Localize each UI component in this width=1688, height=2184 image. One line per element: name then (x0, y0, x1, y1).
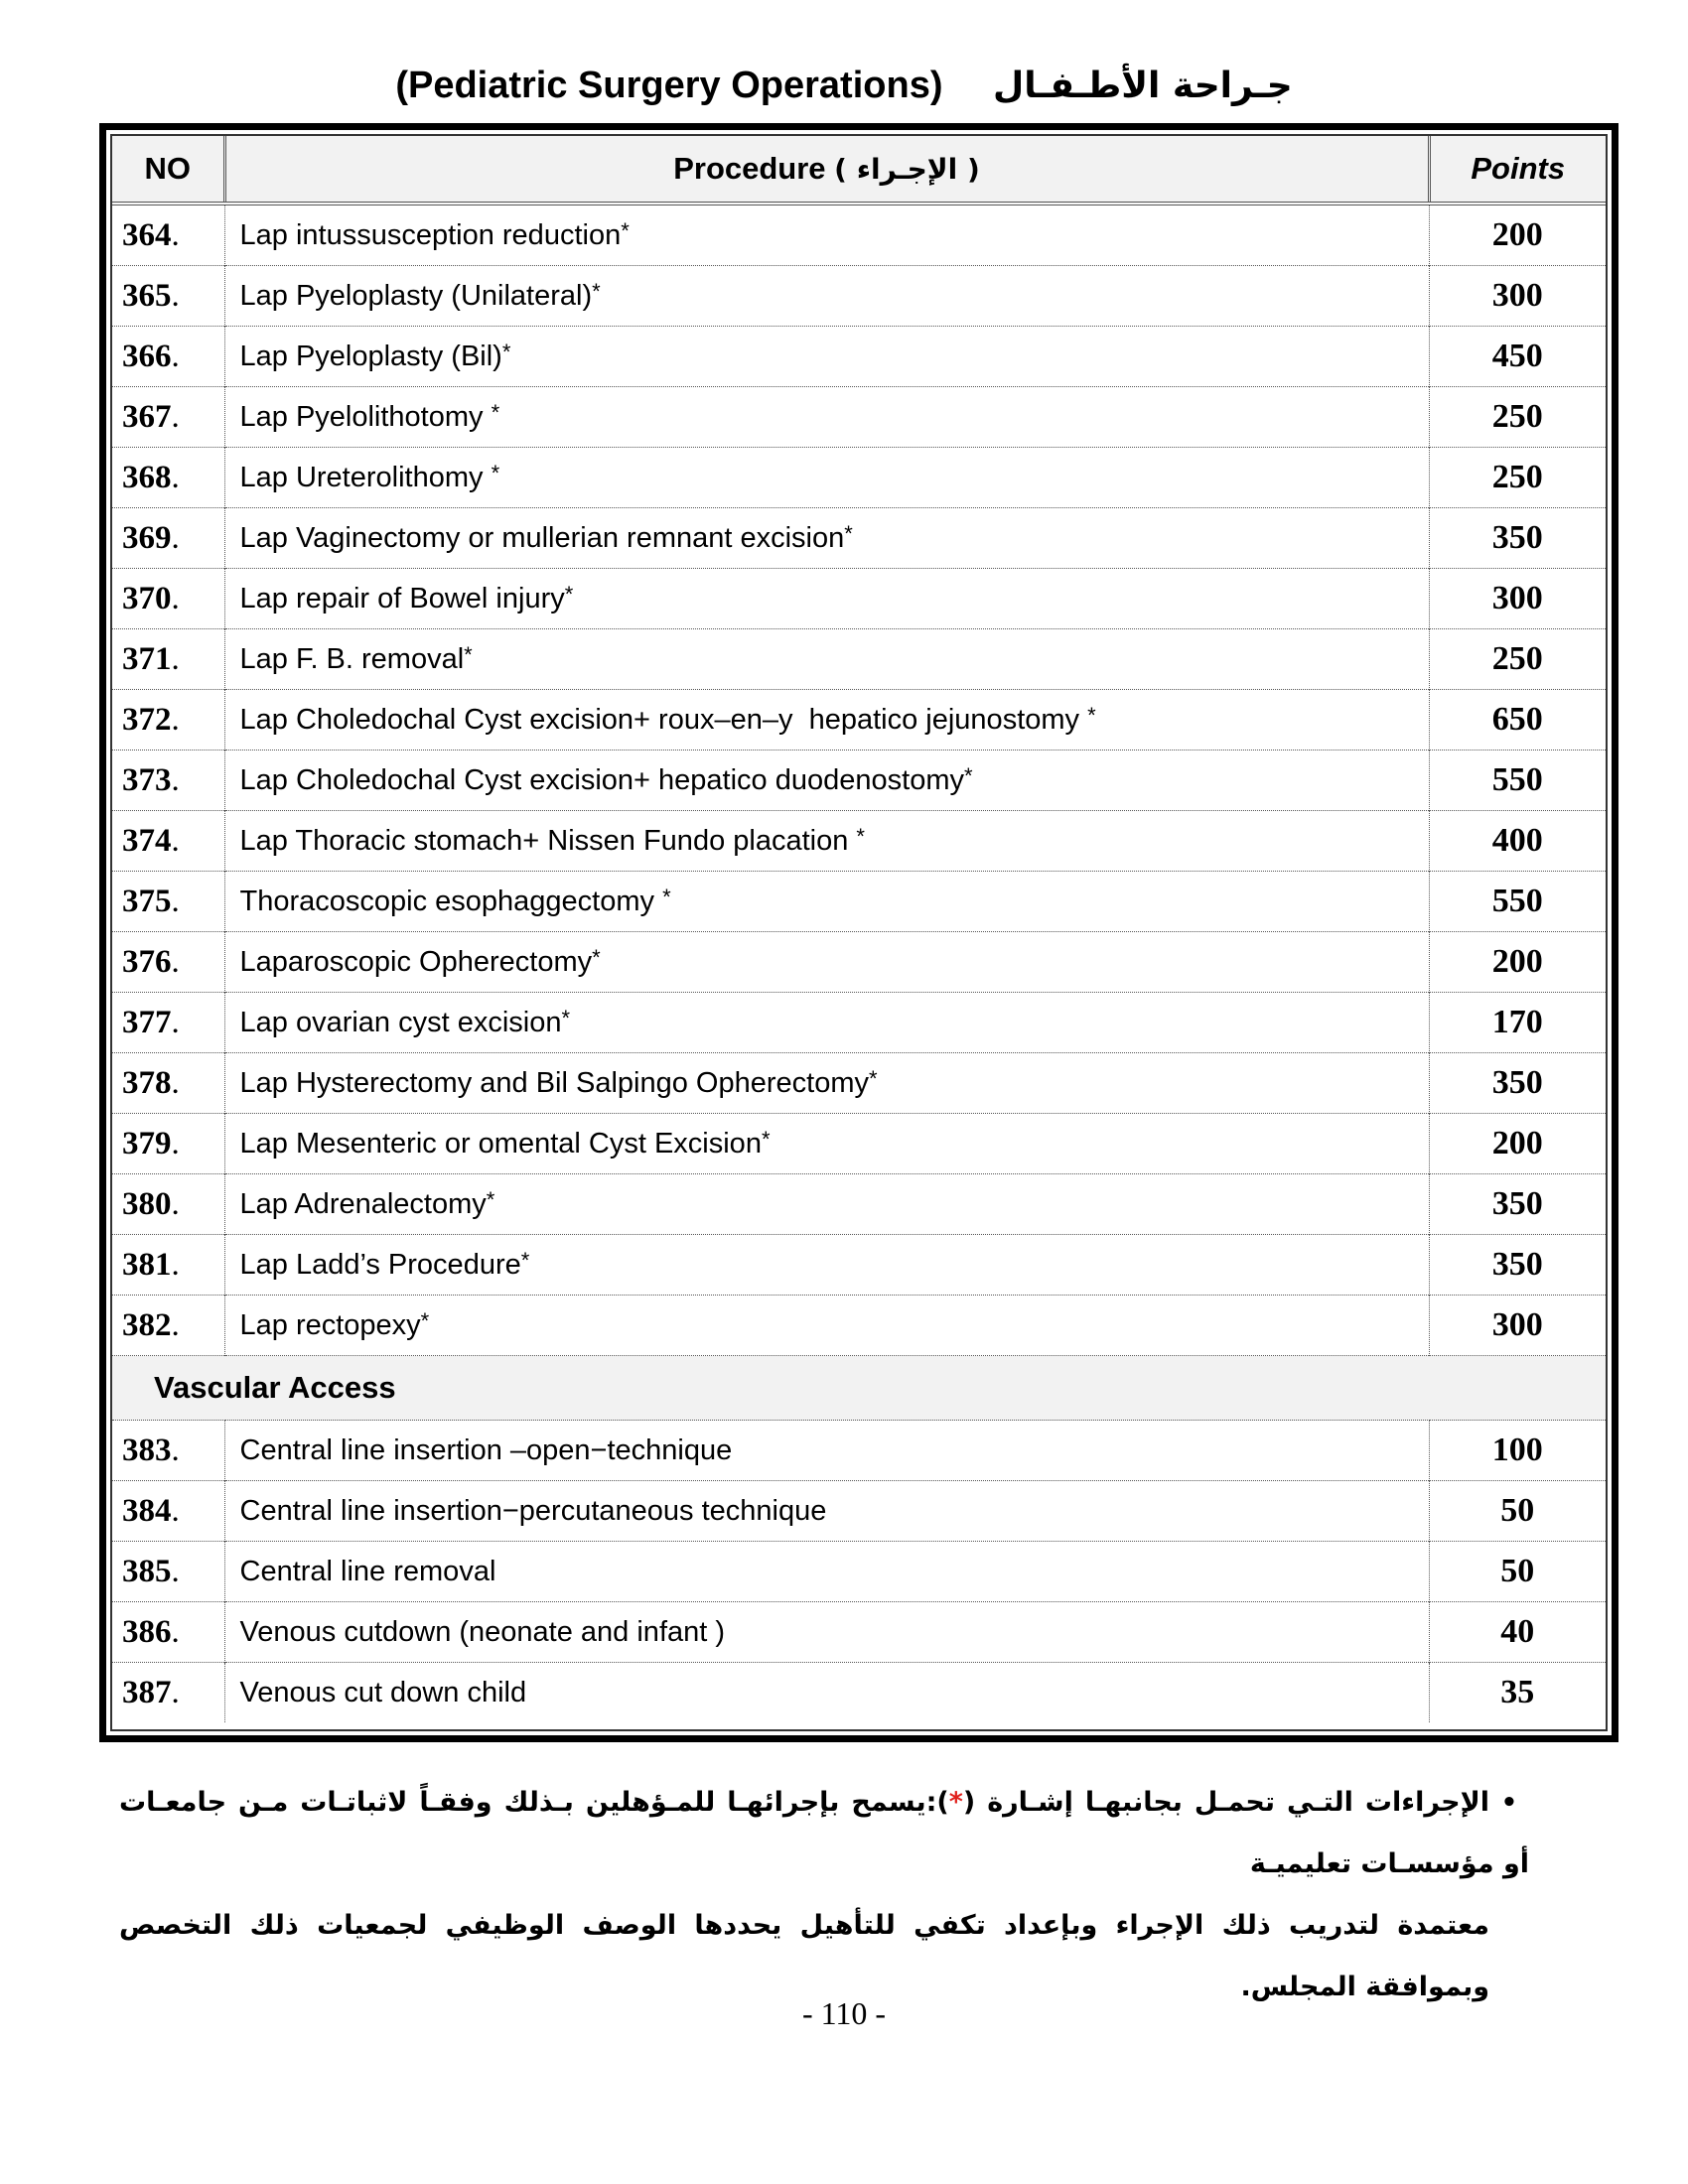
procedure-name: Lap Choledochal Cyst excision+ roux–en–y hepatico jejunostomy * (224, 690, 1429, 751)
page-title (0, 60, 1688, 111)
points-value: 300 (1429, 266, 1606, 327)
table-row (112, 1174, 1606, 1235)
row-number: 383. (112, 1421, 224, 1481)
row-number: 373. (112, 751, 224, 811)
points-value: 170 (1429, 993, 1606, 1053)
row-number: 368. (112, 448, 224, 508)
procedure-name: Lap Thoracic stomach+ Nissen Fundo placation * (224, 811, 1429, 872)
procedure-name: Lap Ladd’s Procedure* (224, 1235, 1429, 1296)
section-row-vascular-access (112, 1356, 1606, 1421)
procedure-name: Lap Adrenalectomy* (224, 1174, 1429, 1235)
table-row (112, 629, 1606, 690)
procedure-name: Lap Pyelolithotomy * (224, 387, 1429, 448)
asterisk-icon: * (491, 461, 500, 485)
procedure-name: Lap Vaginectomy or mullerian remnant excision* (224, 508, 1429, 569)
procedure-name: Thoracoscopic esophaggectomy * (224, 872, 1429, 932)
row-number: 375. (112, 872, 224, 932)
row-number: 379. (112, 1114, 224, 1174)
column-header-procedure-ar: ( الإجـراء ) (834, 153, 980, 186)
asterisk-icon: * (844, 521, 853, 546)
asterisk-icon: * (561, 1006, 571, 1030)
row-number: 367. (112, 387, 224, 448)
table-row (112, 1481, 1606, 1542)
row-number: 370. (112, 569, 224, 629)
procedure-name: Laparoscopic Opherectomy* (224, 932, 1429, 993)
column-header-no: NO (112, 136, 224, 204)
asterisk-icon: * (868, 1066, 878, 1091)
points-value: 350 (1429, 508, 1606, 569)
table-row (112, 569, 1606, 629)
column-header-procedure-en: Procedure (673, 151, 826, 186)
table-row (112, 1602, 1606, 1663)
procedures-table-frame (99, 123, 1618, 1742)
procedure-name: Venous cutdown (neonate and infant ) (224, 1602, 1429, 1663)
row-number: 371. (112, 629, 224, 690)
row-number: 386. (112, 1602, 224, 1663)
asterisk-icon: * (592, 279, 601, 304)
asterisk-icon: * (520, 1248, 530, 1273)
asterisk-icon: * (592, 945, 601, 970)
points-value: 250 (1429, 448, 1606, 508)
asterisk-icon: * (1087, 703, 1096, 728)
table-row (112, 1053, 1606, 1114)
row-number: 380. (112, 1174, 224, 1235)
row-number: 378. (112, 1053, 224, 1114)
table-row (112, 1421, 1606, 1481)
procedure-name: Lap Pyeloplasty (Unilateral)* (224, 266, 1429, 327)
points-value: 200 (1429, 1114, 1606, 1174)
row-number: 387. (112, 1663, 224, 1723)
asterisk-icon: * (948, 1787, 963, 1818)
row-number: 381. (112, 1235, 224, 1296)
table-row (112, 387, 1606, 448)
procedure-name: Venous cut down child (224, 1663, 1429, 1723)
table-body (112, 204, 1606, 1722)
points-value: 350 (1429, 1174, 1606, 1235)
table-row (112, 1235, 1606, 1296)
points-value: 350 (1429, 1053, 1606, 1114)
table-header-row (112, 136, 1606, 204)
row-number: 372. (112, 690, 224, 751)
row-number: 377. (112, 993, 224, 1053)
page-title-arabic: جـراحة الأطـفـال (993, 66, 1293, 106)
points-value: 550 (1429, 872, 1606, 932)
asterisk-icon: * (564, 582, 574, 607)
table-row (112, 690, 1606, 751)
section-heading: Vascular Access (112, 1356, 1606, 1421)
points-value: 400 (1429, 811, 1606, 872)
procedure-name: Lap Mesenteric or omental Cyst Excision* (224, 1114, 1429, 1174)
table-row (112, 266, 1606, 327)
asterisk-icon: * (464, 642, 473, 667)
footnote-line-2: معتمدة لتدريب ذلك الإجراء وبإعداد تكفي للتأهيل يحددها الوصف الوظيفي لجمعيات ذلك التخصص وبموافقة المجلس. (119, 1910, 1489, 2002)
table-row (112, 204, 1606, 266)
row-number: 384. (112, 1481, 224, 1542)
table-row (112, 1663, 1606, 1723)
procedure-name: Lap intussusception reduction* (224, 204, 1429, 266)
row-number: 365. (112, 266, 224, 327)
table-row (112, 993, 1606, 1053)
asterisk-icon: * (662, 885, 671, 909)
row-number: 364. (112, 204, 224, 266)
page-number: - 110 - (801, 1995, 887, 2031)
points-value: 250 (1429, 387, 1606, 448)
column-header-procedure (224, 136, 1429, 204)
points-value: 40 (1429, 1602, 1606, 1663)
asterisk-icon: * (491, 400, 500, 425)
table-row (112, 1296, 1606, 1356)
table-row (112, 751, 1606, 811)
points-value: 300 (1429, 1296, 1606, 1356)
procedure-name: Lap Pyeloplasty (Bil)* (224, 327, 1429, 387)
page-title-english: (Pediatric Surgery Operations) (395, 65, 943, 106)
column-header-points: Points (1429, 136, 1606, 204)
procedure-name: Lap Choledochal Cyst excision+ hepatico duodenostomy* (224, 751, 1429, 811)
points-value: 450 (1429, 327, 1606, 387)
procedure-name: Lap Ureterolithomy * (224, 448, 1429, 508)
points-value: 200 (1491, 216, 1543, 253)
table-row (112, 1542, 1606, 1602)
procedures-table (112, 136, 1606, 1722)
table-row (112, 932, 1606, 993)
row-number: 385. (112, 1542, 224, 1602)
asterisk-icon: * (621, 218, 630, 243)
procedure-name: Central line insertion –open−technique (224, 1421, 1429, 1481)
table-row (112, 327, 1606, 387)
table-row (112, 872, 1606, 932)
table-row (112, 1114, 1606, 1174)
asterisk-icon: * (420, 1308, 430, 1333)
points-value: 50 (1429, 1481, 1606, 1542)
asterisk-icon: * (486, 1187, 495, 1212)
row-number: 366. (112, 327, 224, 387)
points-value: 550 (1429, 751, 1606, 811)
procedure-name: Lap rectopexy* (224, 1296, 1429, 1356)
table-row (112, 448, 1606, 508)
procedure-name: Central line insertion−percutaneous technique (224, 1481, 1429, 1542)
points-value: 200 (1429, 932, 1606, 993)
row-number: 376. (112, 932, 224, 993)
row-number: 382. (112, 1296, 224, 1356)
procedure-name: Central line removal (224, 1542, 1429, 1602)
footnote (119, 1772, 1529, 2018)
procedure-name: Lap repair of Bowel injury* (224, 569, 1429, 629)
points-value: 50 (1429, 1542, 1606, 1602)
asterisk-icon: * (761, 1127, 771, 1152)
points-value: 100 (1429, 1421, 1606, 1481)
footnote-line-1: •الإجراءات التـي تحمـل بجانبهـا إشـارة (*):يسمح بإجرائهـا للمـؤهلين بـذلك وفقـاً لاثباتـات مـن جامعـات أو مؤسسـات تعليميـة (119, 1772, 1529, 1895)
table-row (112, 811, 1606, 872)
row-number: 369. (112, 508, 224, 569)
points-value: 250 (1429, 629, 1606, 690)
asterisk-icon: * (501, 340, 511, 364)
asterisk-icon: * (856, 824, 865, 849)
points-value: 350 (1429, 1235, 1606, 1296)
row-number: 374. (112, 811, 224, 872)
procedure-name: Lap Hysterectomy and Bil Salpingo Opherectomy* (224, 1053, 1429, 1114)
points-value: 650 (1429, 690, 1606, 751)
asterisk-icon: * (964, 763, 973, 788)
points-value: 35 (1429, 1663, 1606, 1723)
points-value: 300 (1429, 569, 1606, 629)
bullet-icon: • (1500, 1788, 1518, 1818)
table-row (112, 508, 1606, 569)
procedure-name: Lap ovarian cyst excision* (224, 993, 1429, 1053)
procedure-name: Lap F. B. removal* (224, 629, 1429, 690)
